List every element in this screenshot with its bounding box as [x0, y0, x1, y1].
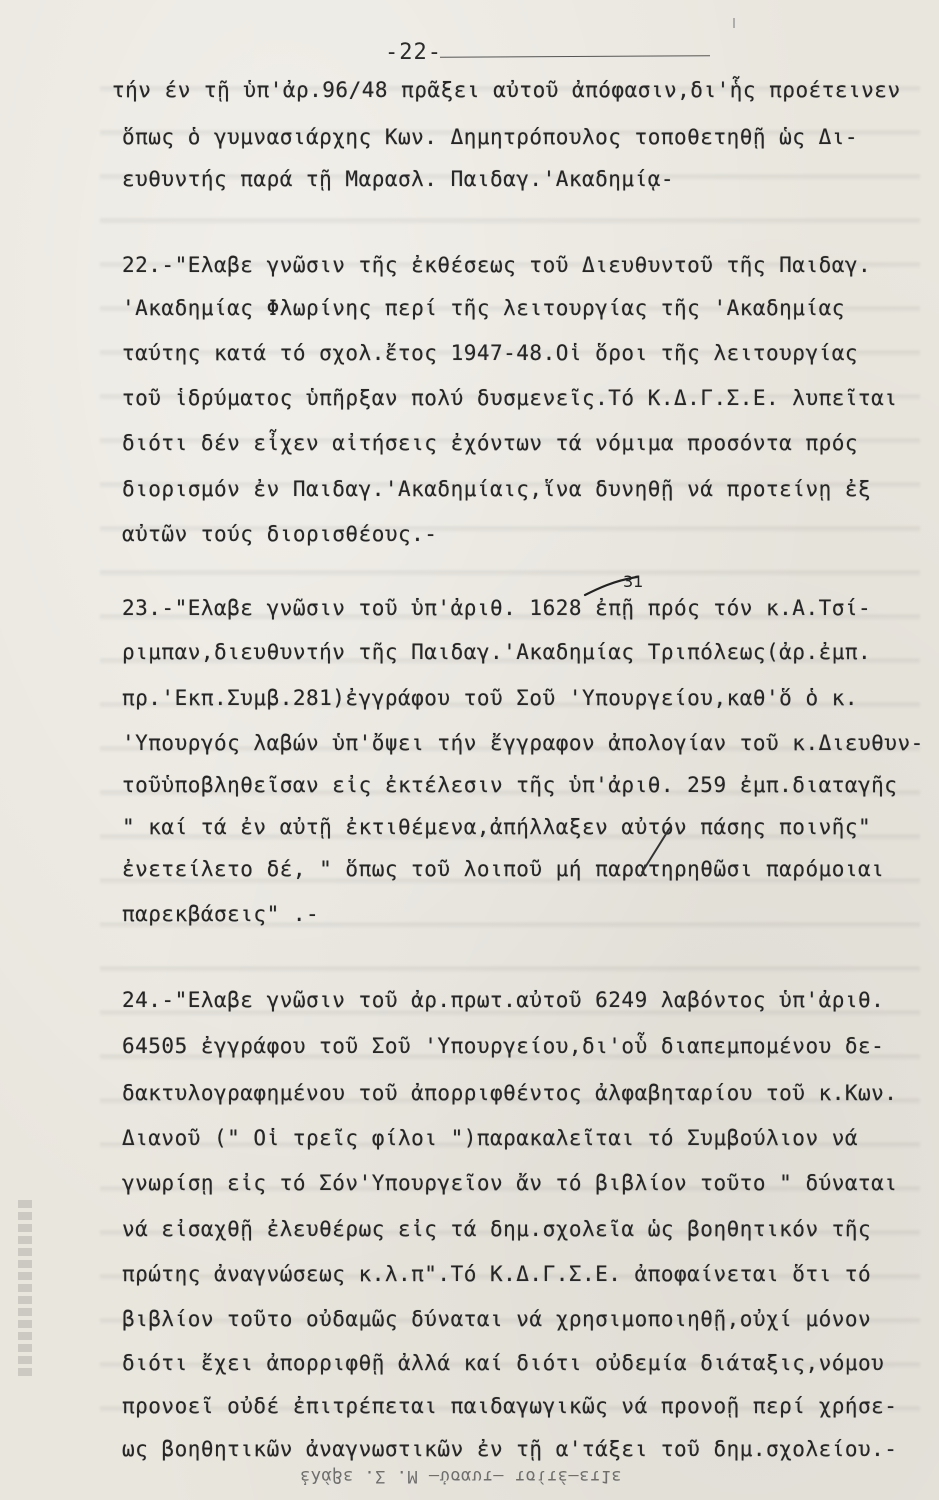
text-line: ριμπαν,διευθυντήν τῆς Παιδαγ.'Ακαδημίας Τριπόλεως(ἀρ.ἐμπ.: [122, 640, 872, 664]
text-line: προνοεῖ οὐδέ ἐπιτρέπεται παιδαγωγικῶς νά προνοῇ περί χρήσε-: [122, 1394, 898, 1418]
text-line: παρεκβάσεις" .-: [122, 902, 320, 926]
text-line: ταύτης κατά τό σχολ.ἔτος 1947-48.Οἱ ὅροι τῆς λειτουργίας: [122, 341, 859, 365]
text-line: 'Υπουργός λαβών ὑπ'ὄψει τήν ἔγγραφον ἀπολογίαν τοῦ κ.Διευθυν-: [122, 731, 924, 755]
text-line: ευθυντής παρά τῇ Μαρασλ. Παιδαγ.'Ακαδημίᾳ-: [122, 167, 675, 191]
text-line: ἐνετείλετο δέ, " ὅπως τοῦ λοιποῦ μή παρατηρηθῶσι παρόμοιαι: [122, 857, 885, 881]
edge-scan-marks: [18, 1200, 32, 1380]
text-line: Διανοῦ (" Οἱ τρεῖς φίλοι ")παρακαλεῖται τό Συμβούλιον νά: [122, 1126, 859, 1150]
bleed-through-footer-text: ἐλάβε .Σ .Μ —ὑσαυτ— τσίτέ—ετ1ε: [300, 1466, 623, 1486]
text-line: γνωρίσῃ εἰς τό Σόν'Υπουργεῖον ἄν τό βιβλίον τοῦτο " δύναται: [122, 1171, 898, 1195]
text-line: αὐτῶν τούς διορισθέους.-: [122, 522, 438, 546]
text-line: 23.-"Ελαβε γνῶσιν τοῦ ὑπ'ἀριθ. 1628 ἐπῇ πρός τόν κ.Α.Τσί-: [122, 596, 872, 620]
text-line: ως βοηθητικῶν ἀναγνωστικῶν ἐν τῇ α'τάξει τοῦ δημ.σχολείου.-: [122, 1437, 898, 1461]
text-line: ὅπως ὁ γυμνασιάρχης Κων. Δημητρόπουλος τοποθετηθῇ ὡς Δι-: [122, 125, 859, 149]
text-line: δακτυλογραφημένου τοῦ ἀπορριφθέντος ἀλφαβηταρίου τοῦ κ.Κων.: [122, 1081, 898, 1105]
text-line: πρ.'Εκπ.Συμβ.281)ἐγγράφου τοῦ Σοῦ 'Υπουργείου,καθ'ὅ ὁ κ.: [122, 686, 859, 710]
text-line: 24.-"Ελαβε γνῶσιν τοῦ ἀρ.πρωτ.αὐτοῦ 6249 λαβόντος ὑπ'ἀριθ.: [122, 988, 885, 1012]
text-line: 'Ακαδημίας Φλωρίνης περί τῆς λειτουργίας τῆς 'Ακαδημίας: [122, 296, 845, 320]
text-line: πρώτης ἀναγνώσεως κ.λ.π".Τό Κ.Δ.Γ.Σ.Ε. ἀποφαίνεται ὅτι τό: [122, 1262, 872, 1286]
text-line: διότι ἔχει ἀπορριφθῇ ἀλλά καί διότι οὐδεμία διάταξις,νόμου: [122, 1351, 885, 1375]
page-number: -22-: [385, 40, 442, 65]
text-line: βιβλίον τοῦτο οὐδαμῶς δύναται νά χρησιμοποιηθῇ,οὐχί μόνον: [122, 1307, 872, 1331]
text-line: 64505 ἐγγράφου τοῦ Σοῦ 'Υπουργείου,δι'οὗ διαπεμπομένου δε-: [122, 1034, 885, 1058]
text-line: τοῦὑποβληθεῖσαν εἰς ἐκτέλεσιν τῆς ὑπ'ἀριθ. 259 ἐμπ.διαταγῆς: [122, 773, 898, 797]
margin-note: 31: [623, 572, 644, 591]
text-line: τοῦ ἱδρύματος ὑπῆρξαν πολύ δυσμενεῖς.Τό Κ.Δ.Γ.Σ.Ε. λυπεῖται: [122, 386, 898, 410]
text-line: διορισμόν ἐν Παιδαγ.'Ακαδημίαις,ἵνα δυνηθῇ νά προτείνῃ ἐξ: [122, 477, 872, 501]
text-line: διότι δέν εἶχεν αἰτήσεις ἐχόντων τά νόμιμα προσόντα πρός: [122, 431, 859, 455]
text-line: νά εἰσαχθῇ ἐλευθέρως εἰς τά δημ.σχολεῖα ὡς βοηθητικόν τῆς: [122, 1217, 872, 1241]
text-line: 22.-"Ελαβε γνῶσιν τῆς ἐκθέσεως τοῦ Διευθυντοῦ τῆς Παιδαγ.: [122, 253, 872, 277]
text-line: τήν έν τῇ ὑπ'ἀρ.96/48 πρᾶξει αὐτοῦ ἀπόφασιν,δι'ἧς προέτεινεν: [112, 78, 901, 102]
text-line: " καί τά ἐν αὐτῇ ἐκτιθέμενα,ἀπήλλαξεν αὐτόν πάσης ποινῆς": [122, 815, 872, 839]
